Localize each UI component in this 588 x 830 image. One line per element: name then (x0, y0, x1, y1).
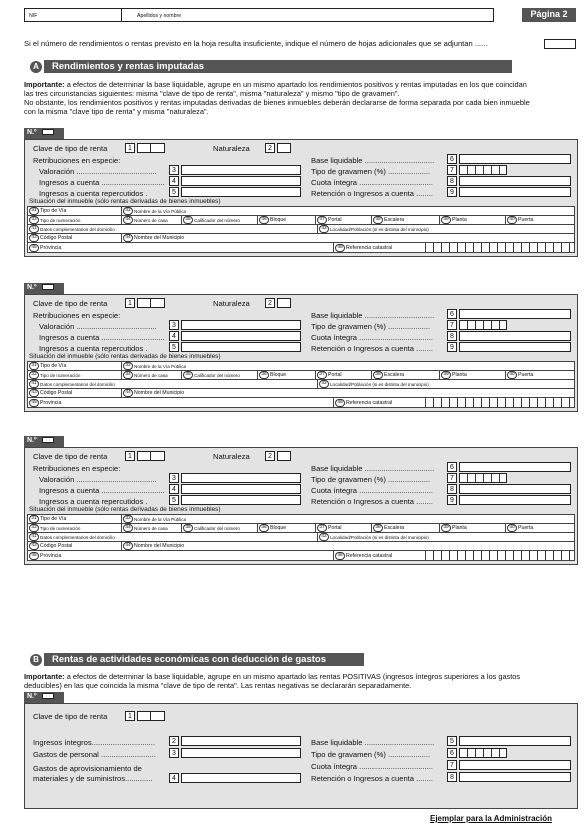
num-9: 9 (447, 495, 457, 505)
num-5: 5 (169, 342, 179, 352)
tipo-label: Tipo de gravamen (%) .................... (311, 322, 431, 331)
b-retencion-field[interactable] (459, 772, 571, 782)
b-num-4: 4 (169, 773, 179, 783)
table-row: 31 Tipo de Vía 32 Nombre de la Vía Pública (28, 515, 574, 524)
section-b-letter: B (30, 654, 42, 666)
catastral-field[interactable] (426, 398, 574, 407)
inmueble-table (27, 361, 575, 408)
inmueble-table (27, 206, 575, 253)
num-4: 4 (169, 484, 179, 494)
num-8: 8 (447, 484, 457, 494)
retencion-field[interactable] (459, 495, 571, 505)
table-row: 43 Código Postal 44 Nombre del Municipio (28, 234, 574, 243)
clave-num: 1 (125, 143, 135, 153)
b-ingresos-label: Ingresos íntegros.............................. (33, 738, 155, 747)
num-6: 6 (447, 154, 457, 164)
intro-text: Si el número de rendimientos o rentas previsto en la hoja resulta insuficiente, indique el número de hojas adicionales que se adjuntan ...... (24, 39, 488, 48)
ingresos-field[interactable] (181, 176, 301, 186)
naturaleza-label: Naturaleza (213, 144, 250, 153)
b-cuota-field[interactable] (459, 760, 571, 770)
b-num-6: 6 (447, 748, 457, 758)
b-tipo-field[interactable] (459, 748, 507, 758)
valoracion-label: Valoración ...................................... (39, 475, 157, 484)
num-6: 6 (447, 309, 457, 319)
n-label: N.º (24, 128, 64, 139)
n-label-b: N.º (24, 692, 64, 703)
clave-field[interactable] (137, 451, 165, 461)
retencion-label: Retención o Ingresos a cuenta ........ (311, 344, 433, 353)
naturaleza-label: Naturaleza (213, 452, 250, 461)
retribuciones-label: Retribuciones en especie: (33, 311, 121, 320)
base-field[interactable] (459, 309, 571, 319)
tipo-field[interactable] (459, 473, 507, 483)
n-field[interactable] (42, 129, 54, 135)
table-row: 33 Tipo de numeración 34 Número de casa 35 Calificador del número 36 Bloque 37 Portal 38 Escalera 39 Planta 40 Puerta (28, 524, 574, 533)
section-a-title: Rendimientos y rentas imputadas (44, 60, 512, 73)
b-aprov-label-2: materiales y de suministros............. (33, 774, 153, 783)
n-field-b[interactable] (42, 693, 54, 699)
num-9: 9 (447, 342, 457, 352)
naturaleza-num: 2 (265, 143, 275, 153)
b-clave-label: Clave de tipo de renta (33, 712, 108, 721)
nif-label: NIF (29, 13, 38, 19)
num-4: 4 (169, 176, 179, 186)
naturaleza-field[interactable] (277, 298, 291, 308)
catastral-field[interactable] (426, 243, 574, 252)
page-label: Página 2 (522, 8, 576, 22)
clave-label: Clave de tipo de renta (33, 299, 108, 308)
num-8: 8 (447, 331, 457, 341)
table-row: 43 Código Postal 44 Nombre del Municipio (28, 389, 574, 398)
section-b-title: Rentas de actividades económicas con deducción de gastos (44, 653, 364, 666)
section-b-panel (24, 703, 578, 809)
b-gastos-field[interactable] (181, 748, 301, 758)
b-aprov-label-1: Gastos de aprovisionamiento de (33, 764, 142, 773)
situacion-label: Situación del inmueble (sólo rentas derivadas de bienes inmuebles) (29, 198, 221, 205)
naturaleza-field[interactable] (277, 143, 291, 153)
cuota-label: Cuota íntegra ................................... (311, 486, 433, 495)
retencion-label: Retención o Ingresos a cuenta ........ (311, 497, 433, 506)
retribuciones-label: Retribuciones en especie: (33, 156, 121, 165)
num-4: 4 (169, 331, 179, 341)
repercutidos-field[interactable] (181, 495, 301, 505)
base-field[interactable] (459, 154, 571, 164)
retencion-label: Retención o Ingresos a cuenta ........ (311, 189, 433, 198)
b-gastos-label: Gastos de personal .......................... (33, 750, 156, 759)
repercutidos-label: Ingresos a cuenta repercutidos . (39, 189, 148, 198)
retencion-field[interactable] (459, 187, 571, 197)
clave-label: Clave de tipo de renta (33, 452, 108, 461)
naturaleza-num: 2 (265, 451, 275, 461)
b-num-8: 8 (447, 772, 457, 782)
table-row: 41 Datos complementarios del domicilio 42 Localidad/Población (si es distinta del municipio) (28, 225, 574, 234)
divider (121, 9, 122, 21)
tipo-label: Tipo de gravamen (%) .................... (311, 167, 431, 176)
valoracion-label: Valoración ...................................... (39, 322, 157, 331)
b-aprov-field[interactable] (181, 773, 301, 783)
table-row: 45 Provincia 46 Referencia catastral (28, 398, 574, 407)
num-6: 6 (447, 462, 457, 472)
b-ingresos-field[interactable] (181, 736, 301, 746)
clave-field[interactable] (137, 298, 165, 308)
cuota-field[interactable] (459, 176, 571, 186)
num-8: 8 (447, 176, 457, 186)
base-label: Base liquidable ................................. (311, 464, 435, 473)
num-3: 3 (169, 473, 179, 483)
valoracion-field[interactable] (181, 473, 301, 483)
b-base-label: Base liquidable ................................. (311, 738, 435, 747)
num-5: 5 (169, 495, 179, 505)
table-row: 33 Tipo de numeración 34 Número de casa 35 Calificador del número 36 Bloque 37 Portal 38 Escalera 39 Planta 40 Puerta (28, 216, 574, 225)
clave-field[interactable] (137, 143, 165, 153)
base-label: Base liquidable ................................. (311, 311, 435, 320)
num-3: 3 (169, 320, 179, 330)
n-field[interactable] (42, 284, 54, 290)
header-bar (24, 8, 494, 22)
table-row: 43 Código Postal 44 Nombre del Municipio (28, 542, 574, 551)
block-panel (24, 139, 578, 257)
n-label: N.º (24, 436, 64, 447)
tipo-field[interactable] (459, 320, 507, 330)
ingresos-label: Ingresos a cuenta .............................. (39, 178, 165, 187)
clave-label: Clave de tipo de renta (33, 144, 108, 153)
repercutidos-field[interactable] (181, 187, 301, 197)
valoracion-field[interactable] (181, 165, 301, 175)
retencion-field[interactable] (459, 342, 571, 352)
retribuciones-label: Retribuciones en especie: (33, 464, 121, 473)
b-clave-field[interactable] (137, 711, 165, 721)
b-num-7: 7 (447, 760, 457, 770)
repercutidos-field[interactable] (181, 342, 301, 352)
name-label: Apellidos y nombre (137, 13, 182, 19)
ingresos-label: Ingresos a cuenta .............................. (39, 486, 165, 495)
num-7: 7 (447, 473, 457, 483)
b-tipo-label: Tipo de gravamen (%) .................... (311, 750, 431, 759)
naturaleza-field[interactable] (277, 451, 291, 461)
valoracion-label: Valoración ...................................... (39, 167, 157, 176)
b-num-1: 1 (125, 711, 135, 721)
table-row: 45 Provincia 46 Referencia catastral (28, 551, 574, 560)
situacion-label: Situación del inmueble (sólo rentas derivadas de bienes inmuebles) (29, 353, 221, 360)
cuota-label: Cuota íntegra ................................... (311, 333, 433, 342)
repercutidos-label: Ingresos a cuenta repercutidos . (39, 497, 148, 506)
block-panel (24, 447, 578, 565)
base-label: Base liquidable ................................. (311, 156, 435, 165)
num-3: 3 (169, 165, 179, 175)
additional-sheets-field[interactable] (544, 39, 576, 49)
n-field[interactable] (42, 437, 54, 443)
inmueble-table (27, 514, 575, 561)
num-7: 7 (447, 165, 457, 175)
ingresos-label: Ingresos a cuenta .............................. (39, 333, 165, 342)
section-a-letter: A (30, 61, 42, 73)
table-row: 31 Tipo de Vía 32 Nombre de la Vía Pública (28, 207, 574, 216)
b-base-field[interactable] (459, 736, 571, 746)
section-b-header (30, 653, 364, 666)
block-panel (24, 294, 578, 412)
b-num-2: 2 (169, 736, 179, 746)
section-a-note: Importante: a efectos de determinar la base liquidable, agrupe en un mismo apartado los rendimientos positivos y rentas imputadas en los que coincidan las tres circunstancias siguientes: misma "clave de tipo de renta", misma "naturaleza" y mismo "tipo de gravamen". No obstante, los rendimientos positivos y rentas imputadas derivadas de bienes inmuebles deberán declararse de forma separada por cada bien inmueble con la misma "clave tipo de renta" y misma "naturaleza". (24, 80, 530, 116)
section-b-note: Importante: a efectos de determinar la base liquidable, agrupe en un mismo apartado las rentas POSITIVAS (ingresos íntegros superiores a los gastos deducibles) en las que coincida la misma "clave de tipo de renta". Las rentas negativas se declararán separadamente. (24, 672, 521, 690)
cuota-label: Cuota íntegra ................................... (311, 178, 433, 187)
section-a-header (30, 60, 512, 73)
catastral-field[interactable] (426, 551, 574, 560)
ingresos-field[interactable] (181, 484, 301, 494)
ingresos-field[interactable] (181, 331, 301, 341)
table-row: 31 Tipo de Vía 32 Nombre de la Vía Pública (28, 362, 574, 371)
table-row: 45 Provincia 46 Referencia catastral (28, 243, 574, 252)
n-label: N.º (24, 283, 64, 294)
situacion-label: Situación del inmueble (sólo rentas derivadas de bienes inmuebles) (29, 506, 221, 513)
footer-label: Ejemplar para la Administración (430, 814, 552, 823)
naturaleza-label: Naturaleza (213, 299, 250, 308)
cuota-field[interactable] (459, 484, 571, 494)
num-9: 9 (447, 187, 457, 197)
b-num-3: 3 (169, 748, 179, 758)
clave-num: 1 (125, 298, 135, 308)
tipo-field[interactable] (459, 165, 507, 175)
b-retencion-label: Retención o Ingresos a cuenta ........ (311, 774, 433, 783)
table-row: 41 Datos complementarios del domicilio 42 Localidad/Población (si es distinta del municipio) (28, 380, 574, 389)
b-cuota-label: Cuota íntegra ................................... (311, 762, 433, 771)
valoracion-field[interactable] (181, 320, 301, 330)
num-7: 7 (447, 320, 457, 330)
repercutidos-label: Ingresos a cuenta repercutidos . (39, 344, 148, 353)
num-5: 5 (169, 187, 179, 197)
tipo-label: Tipo de gravamen (%) .................... (311, 475, 431, 484)
cuota-field[interactable] (459, 331, 571, 341)
b-num-5: 5 (447, 736, 457, 746)
base-field[interactable] (459, 462, 571, 472)
table-row: 41 Datos complementarios del domicilio 42 Localidad/Población (si es distinta del municipio) (28, 533, 574, 542)
naturaleza-num: 2 (265, 298, 275, 308)
clave-num: 1 (125, 451, 135, 461)
table-row: 33 Tipo de numeración 34 Número de casa 35 Calificador del número 36 Bloque 37 Portal 38 Escalera 39 Planta 40 Puerta (28, 371, 574, 380)
